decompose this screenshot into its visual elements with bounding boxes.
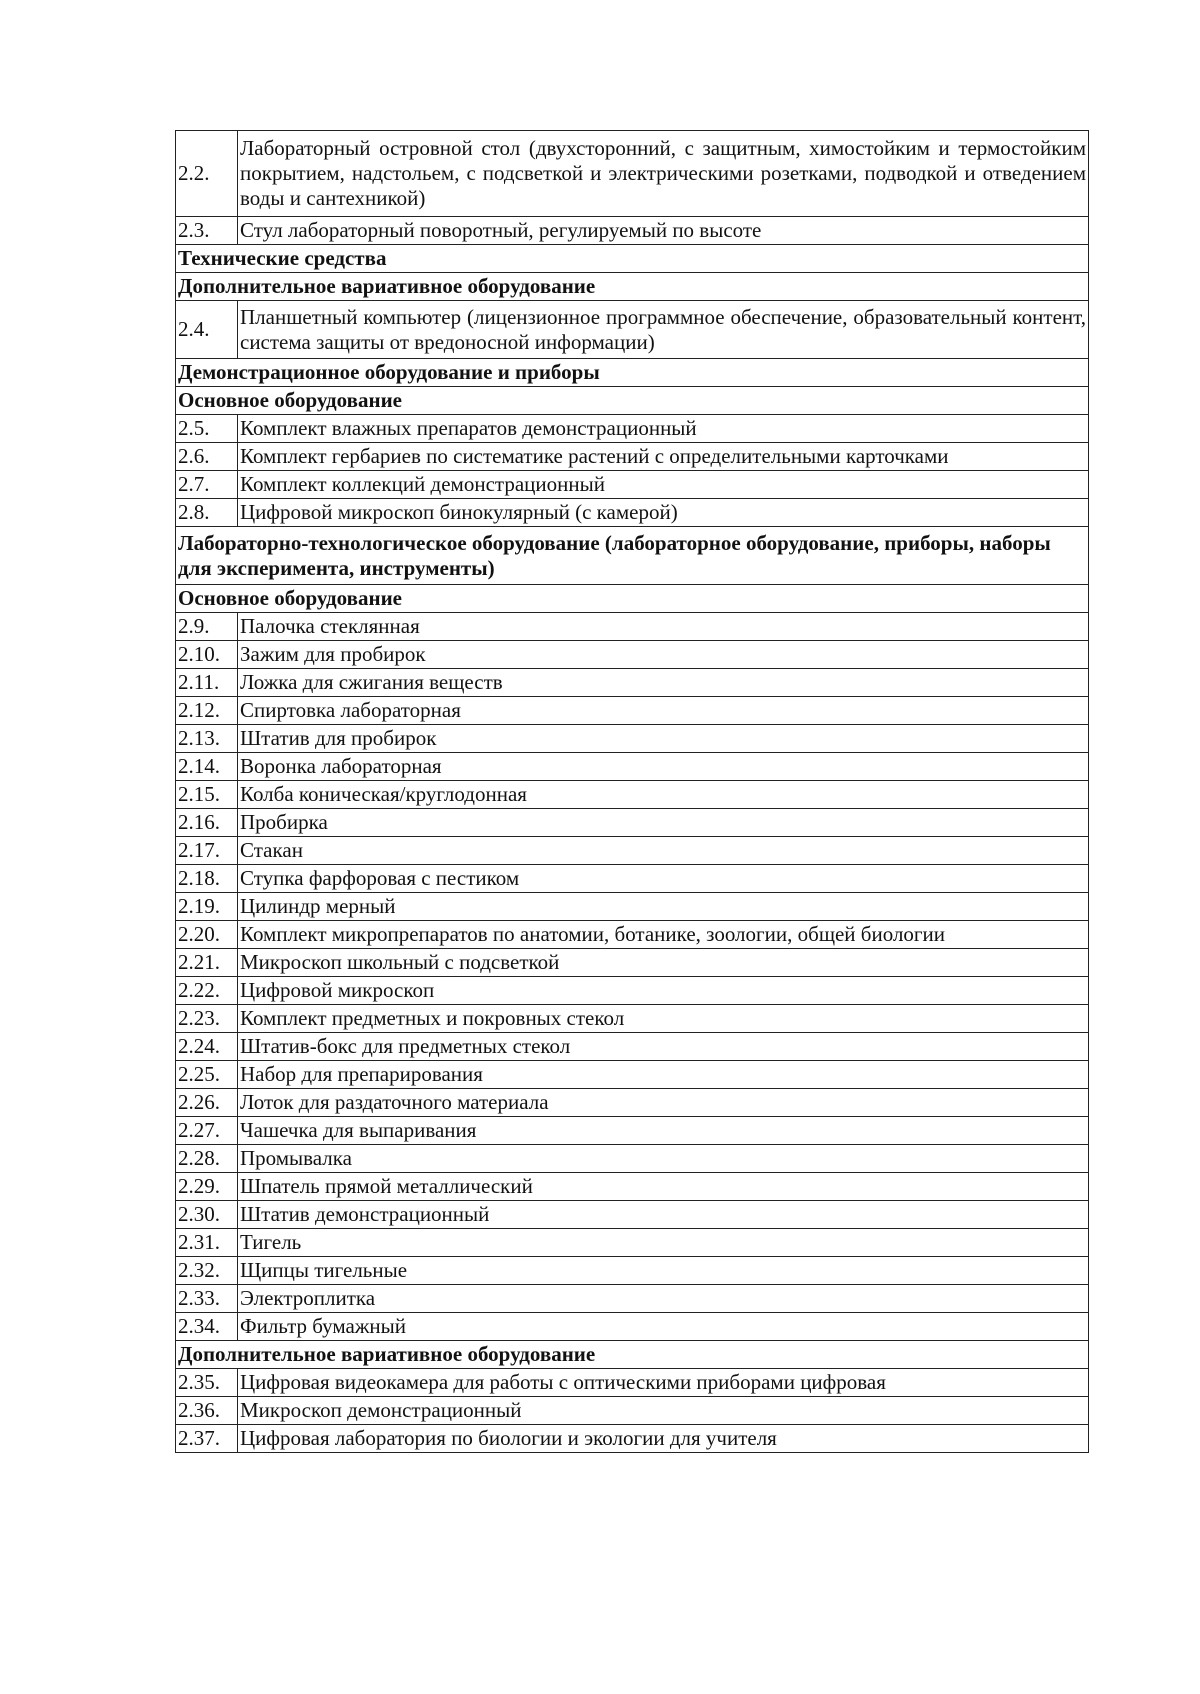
section-row [176,527,1089,585]
table-row [176,217,1089,245]
item-number: 2.23. [176,1005,238,1033]
item-description: Набор для препарирования [238,1061,1089,1089]
item-number: 2.2. [176,131,238,217]
table-row [176,725,1089,753]
item-description: Комплект микропрепаратов по анатомии, ботанике, зоологии, общей биологии [238,921,1089,949]
item-description: Электроплитка [238,1285,1089,1313]
item-number: 2.36. [176,1397,238,1425]
table-row [176,669,1089,697]
item-description: Ложка для сжигания веществ [238,669,1089,697]
item-description: Фильтр бумажный [238,1313,1089,1341]
table-row [176,1285,1089,1313]
item-description: Лабораторный островной стол (двухсторонний, с защитным, химостойким и термостойким покрытием, надстольем, с подсветкой и электрическими розетками, подводкой и отведением воды и сантехникой) [238,131,1089,217]
item-number: 2.5. [176,415,238,443]
item-description: Щипцы тигельные [238,1257,1089,1285]
item-description: Тигель [238,1229,1089,1257]
item-number: 2.12. [176,697,238,725]
item-number: 2.14. [176,753,238,781]
table-row [176,1061,1089,1089]
table-row [176,471,1089,499]
item-description: Стул лабораторный поворотный, регулируемый по высоте [238,217,1089,245]
table-row [176,1145,1089,1173]
section-heading: Дополнительное вариативное оборудование [176,273,1089,301]
table-row [176,499,1089,527]
item-number: 2.31. [176,1229,238,1257]
table-row [176,1033,1089,1061]
item-number: 2.37. [176,1425,238,1453]
item-description: Планшетный компьютер (лицензионное программное обеспечение, образовательный контент, система защиты от вредоносной информации) [238,301,1089,359]
item-description: Колба коническая/круглодонная [238,781,1089,809]
item-description: Цифровой микроскоп [238,977,1089,1005]
item-description: Спиртовка лабораторная [238,697,1089,725]
item-number: 2.8. [176,499,238,527]
section-row [176,585,1089,613]
table-row [176,1201,1089,1229]
table-row [176,977,1089,1005]
item-description: Микроскоп демонстрационный [238,1397,1089,1425]
table-row [176,415,1089,443]
table-row [176,837,1089,865]
item-number: 2.15. [176,781,238,809]
item-description: Штатив-бокс для предметных стекол [238,1033,1089,1061]
table-row [176,443,1089,471]
item-number: 2.29. [176,1173,238,1201]
item-description: Цилиндр мерный [238,893,1089,921]
item-description: Комплект предметных и покровных стекол [238,1005,1089,1033]
table-row [176,1173,1089,1201]
equipment-table [175,130,1089,1453]
item-description: Воронка лабораторная [238,753,1089,781]
section-row [176,1341,1089,1369]
item-description: Штатив для пробирок [238,725,1089,753]
section-heading: Демонстрационное оборудование и приборы [176,359,1089,387]
item-description: Шпатель прямой металлический [238,1173,1089,1201]
item-number: 2.34. [176,1313,238,1341]
item-number: 2.16. [176,809,238,837]
section-row [176,359,1089,387]
item-description: Комплект коллекций демонстрационный [238,471,1089,499]
table-row [176,809,1089,837]
item-description: Штатив демонстрационный [238,1201,1089,1229]
item-number: 2.24. [176,1033,238,1061]
item-description: Чашечка для выпаривания [238,1117,1089,1145]
item-number: 2.10. [176,641,238,669]
item-number: 2.9. [176,613,238,641]
section-heading: Основное оборудование [176,387,1089,415]
item-number: 2.28. [176,1145,238,1173]
table-row [176,641,1089,669]
item-number: 2.17. [176,837,238,865]
item-number: 2.35. [176,1369,238,1397]
table-row [176,865,1089,893]
table-row [176,301,1089,359]
table-row [176,921,1089,949]
section-heading: Дополнительное вариативное оборудование [176,1341,1089,1369]
table-row [176,949,1089,977]
table-row [176,1257,1089,1285]
item-description: Цифровая видеокамера для работы с оптическими приборами цифровая [238,1369,1089,1397]
item-number: 2.27. [176,1117,238,1145]
table-row [176,893,1089,921]
item-description: Комплект гербариев по систематике растений с определительными карточками [238,443,1089,471]
item-description: Лоток для раздаточного материала [238,1089,1089,1117]
item-description: Промывалка [238,1145,1089,1173]
table-row [176,613,1089,641]
item-number: 2.20. [176,921,238,949]
item-number: 2.30. [176,1201,238,1229]
item-number: 2.19. [176,893,238,921]
item-description: Пробирка [238,809,1089,837]
item-description: Комплект влажных препаратов демонстрационный [238,415,1089,443]
table-row [176,697,1089,725]
table-row [176,1397,1089,1425]
table-row [176,1005,1089,1033]
item-number: 2.13. [176,725,238,753]
item-description: Цифровой микроскоп бинокулярный (с камерой) [238,499,1089,527]
table-row [176,1313,1089,1341]
item-number: 2.7. [176,471,238,499]
section-heading: Основное оборудование [176,585,1089,613]
table-row [176,1369,1089,1397]
table-row [176,1117,1089,1145]
section-row [176,387,1089,415]
item-description: Палочка стеклянная [238,613,1089,641]
item-number: 2.32. [176,1257,238,1285]
item-description: Ступка фарфоровая с пестиком [238,865,1089,893]
item-number: 2.18. [176,865,238,893]
table-row [176,1089,1089,1117]
table-row [176,131,1089,217]
item-number: 2.26. [176,1089,238,1117]
item-number: 2.25. [176,1061,238,1089]
item-description: Стакан [238,837,1089,865]
table-row [176,1229,1089,1257]
item-description: Цифровая лаборатория по биологии и экологии для учителя [238,1425,1089,1453]
section-heading: Лабораторно-технологическое оборудование (лабораторное оборудование, приборы, наборы для эксперимента, инструменты) [176,527,1089,585]
section-heading: Технические средства [176,245,1089,273]
section-row [176,273,1089,301]
item-number: 2.6. [176,443,238,471]
item-number: 2.4. [176,301,238,359]
table-row [176,1425,1089,1453]
item-number: 2.33. [176,1285,238,1313]
item-number: 2.11. [176,669,238,697]
item-number: 2.22. [176,977,238,1005]
table-row [176,753,1089,781]
section-row [176,245,1089,273]
item-number: 2.3. [176,217,238,245]
item-number: 2.21. [176,949,238,977]
item-description: Микроскоп школьный с подсветкой [238,949,1089,977]
item-description: Зажим для пробирок [238,641,1089,669]
table-row [176,781,1089,809]
